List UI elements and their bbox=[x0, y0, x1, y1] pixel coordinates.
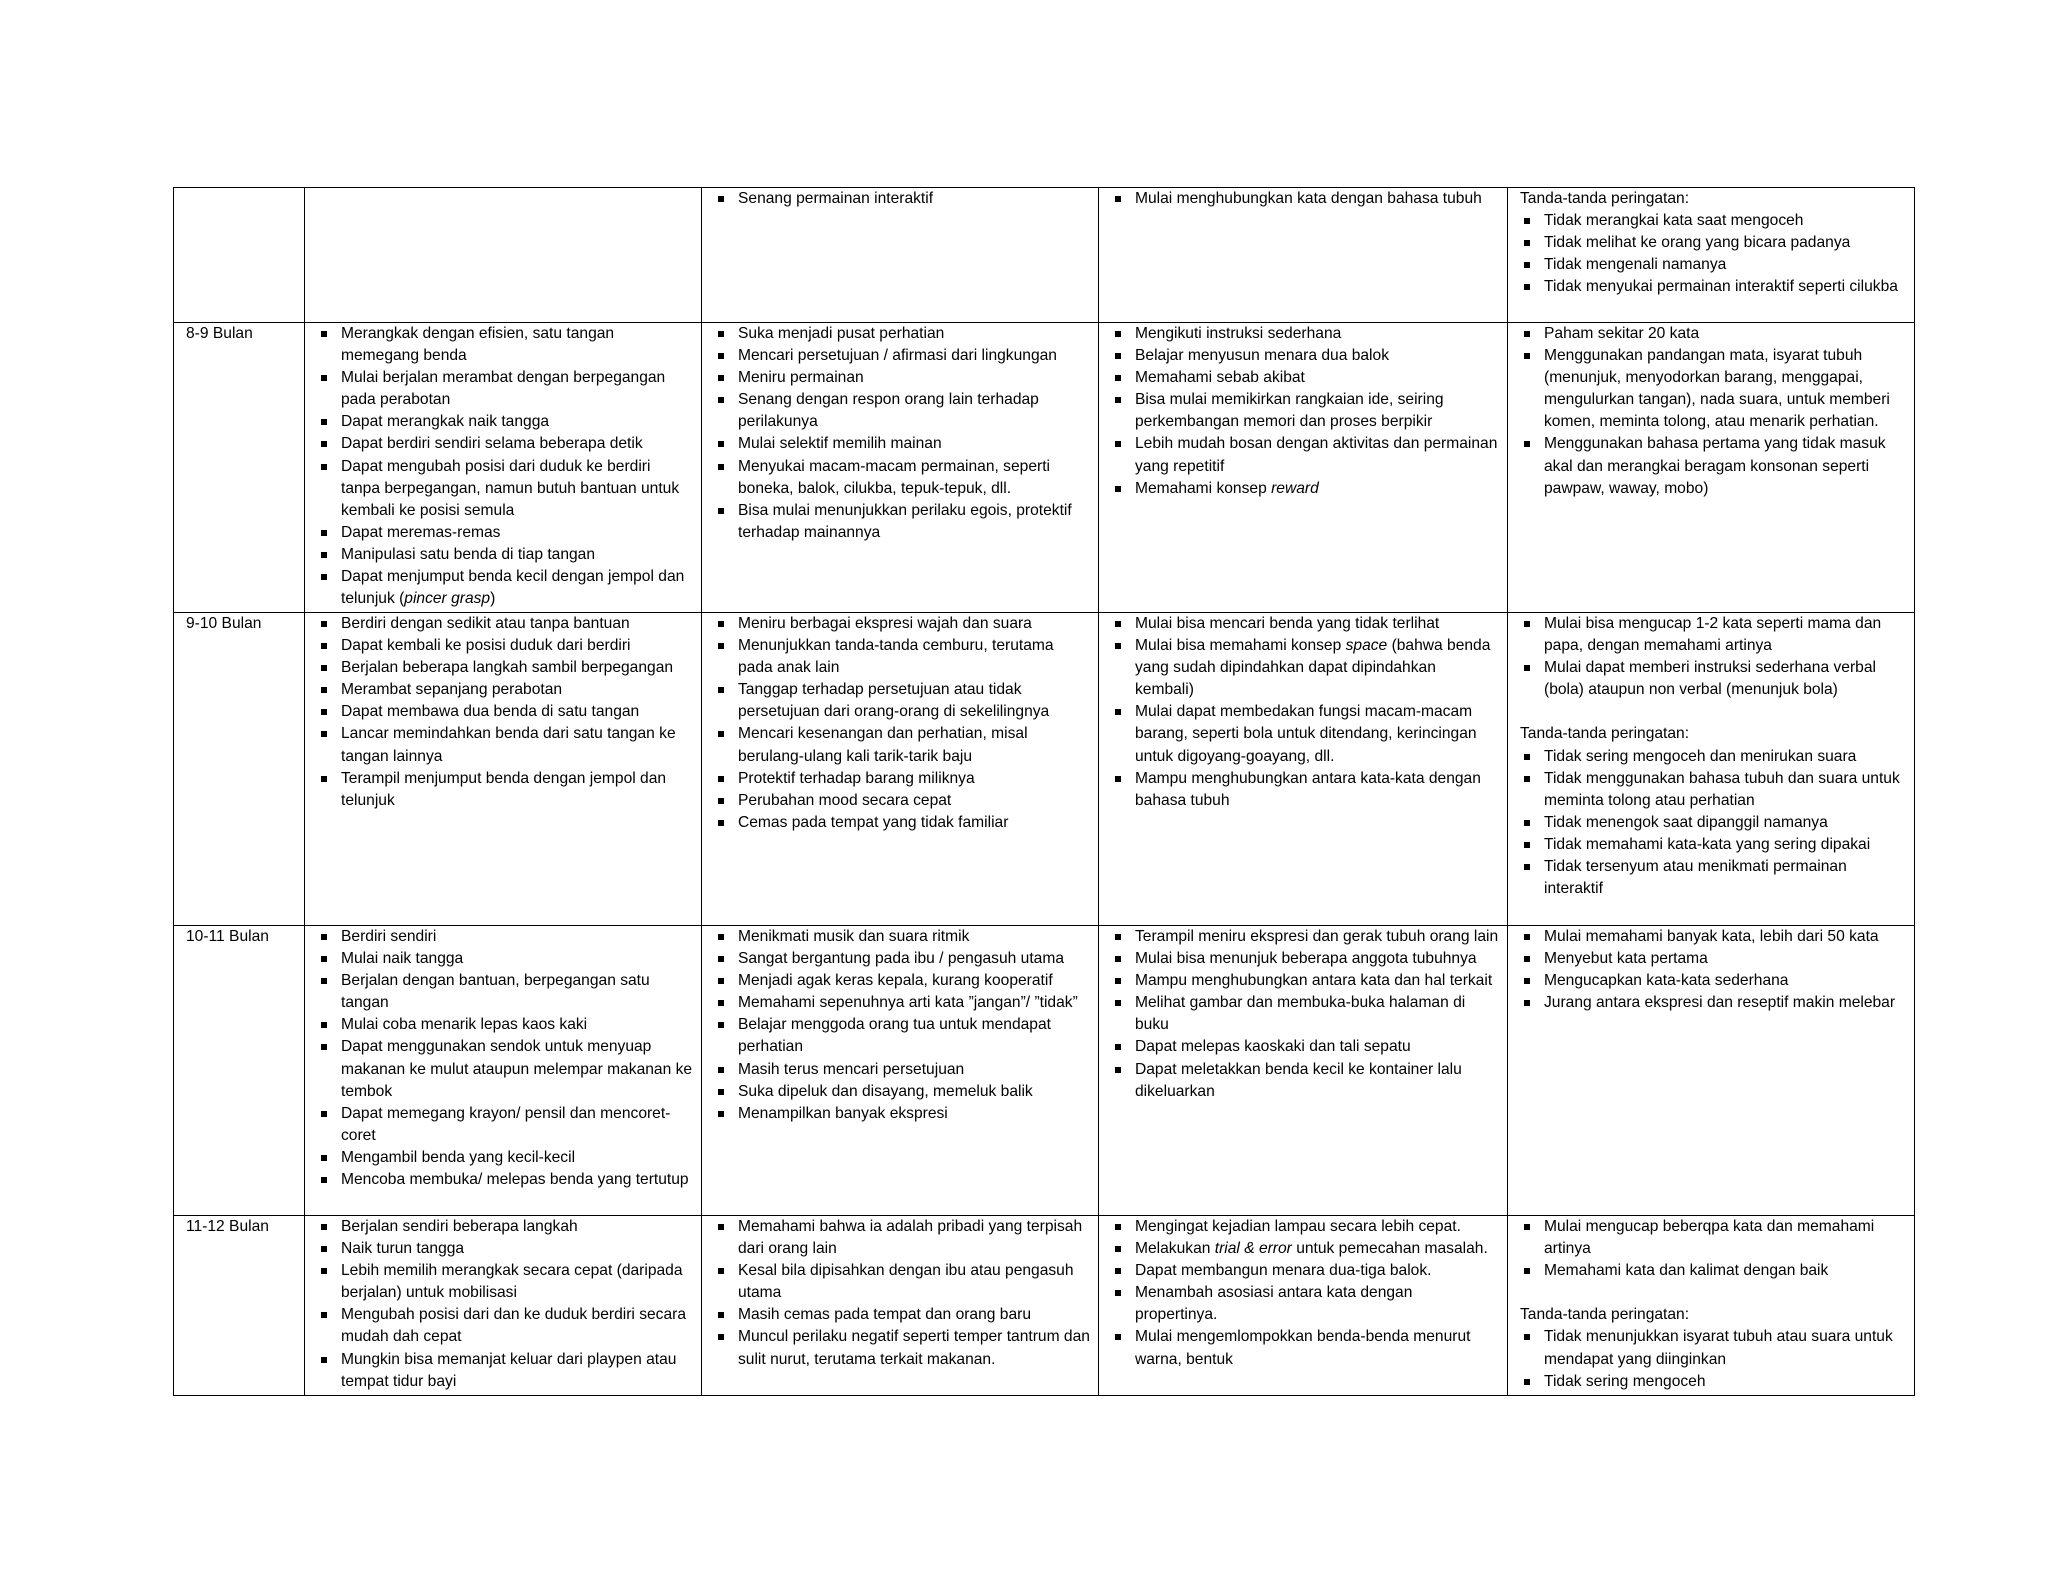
list-item: Lebih mudah bosan dengan aktivitas dan permainan yang repetitif bbox=[1135, 433, 1499, 477]
list-item: Mulai menghubungkan kata dengan bahasa tubuh bbox=[1135, 188, 1499, 210]
list-item: Mungkin bisa memanjat keluar dari playpen atau tempat tidur bayi bbox=[341, 1349, 693, 1393]
bullet-list bbox=[317, 926, 693, 1191]
section-gap bbox=[1520, 701, 1906, 723]
list-item: Tidak merangkai kata saat mengoceh bbox=[1544, 210, 1906, 232]
bullet-list bbox=[317, 323, 693, 610]
list-item: Tidak mengenali namanya bbox=[1544, 254, 1906, 276]
list-item: Naik turun tangga bbox=[341, 1238, 693, 1260]
warning-signs-heading: Tanda-tanda peringatan: bbox=[1520, 1306, 1690, 1324]
age-cell bbox=[174, 323, 305, 613]
list-item: Mulai dapat memberi instruksi sederhana verbal (bola) ataupun non verbal (menunjuk bola) bbox=[1544, 657, 1906, 701]
list-item: Tidak memahami kata-kata yang sering dipakai bbox=[1544, 834, 1906, 856]
language-cell bbox=[1508, 613, 1915, 926]
list-item: Dapat mengubah posisi dari duduk ke berdiri tanpa berpegangan, namun butuh bantuan untuk kembali ke posisi semula bbox=[341, 456, 693, 522]
bullet-list bbox=[1111, 1216, 1499, 1371]
bullet-list bbox=[714, 613, 1090, 834]
list-item bbox=[1135, 478, 1499, 500]
text-segment: Melakukan bbox=[1135, 1240, 1215, 1258]
italic-term: reward bbox=[1271, 479, 1319, 497]
list-item: Menambah asosiasi antara kata dengan propertinya. bbox=[1135, 1282, 1499, 1326]
list-item: Berjalan beberapa langkah sambil berpegangan bbox=[341, 657, 693, 679]
list-item: Bisa mulai memikirkan rangkaian ide, seiring perkembangan memori dan proses berpikir bbox=[1135, 389, 1499, 433]
list-item: Suka dipeluk dan disayang, memeluk balik bbox=[738, 1081, 1090, 1103]
list-item: Mengikuti instruksi sederhana bbox=[1135, 323, 1499, 345]
language-cell bbox=[1508, 188, 1915, 323]
list-item: Dapat membawa dua benda di satu tangan bbox=[341, 701, 693, 723]
list-item: Mampu menghubungkan antara kata dan hal terkait bbox=[1135, 970, 1499, 992]
list-item: Mengambil benda yang kecil-kecil bbox=[341, 1147, 693, 1169]
list-item bbox=[341, 566, 693, 610]
cognitive-cell bbox=[1099, 926, 1508, 1216]
list-item: Mencari kesenangan dan perhatian, misal berulang-ulang kali tarik-tarik baju bbox=[738, 723, 1090, 767]
bullet-list bbox=[317, 613, 693, 812]
list-item: Melihat gambar dan membuka-buka halaman di buku bbox=[1135, 992, 1499, 1036]
age-label: 11-12 Bulan bbox=[186, 1218, 269, 1235]
italic-term: trial & error bbox=[1214, 1240, 1292, 1258]
list-item: Mulai naik tangga bbox=[341, 948, 693, 970]
age-cell bbox=[174, 613, 305, 926]
list-item: Mulai memahami banyak kata, lebih dari 50 kata bbox=[1544, 926, 1906, 948]
language-cell bbox=[1508, 1216, 1915, 1396]
list-item: Mengubah posisi dari dan ke duduk berdiri secara mudah dah cepat bbox=[341, 1304, 693, 1348]
list-item: Tidak sering mengoceh dan menirukan suara bbox=[1544, 746, 1906, 768]
list-item: Dapat merangkak naik tangga bbox=[341, 411, 693, 433]
table-row bbox=[174, 926, 1915, 1216]
list-item: Menampilkan banyak ekspresi bbox=[738, 1103, 1090, 1125]
cognitive-cell bbox=[1099, 323, 1508, 613]
list-item: Mulai dapat membedakan fungsi macam-macam barang, seperti bola untuk ditendang, kerincingan untuk digoyang-goayang, dll. bbox=[1135, 701, 1499, 767]
social-emotional-cell bbox=[702, 323, 1099, 613]
list-item: Menjadi agak keras kepala, kurang kooperatif bbox=[738, 970, 1090, 992]
list-item: Menunjukkan tanda-tanda cemburu, terutama pada anak lain bbox=[738, 635, 1090, 679]
list-item: Protektif terhadap barang miliknya bbox=[738, 768, 1090, 790]
warning-signs-heading: Tanda-tanda peringatan: bbox=[1520, 725, 1690, 743]
list-item: Senang permainan interaktif bbox=[738, 188, 1090, 210]
list-item: Berjalan dengan bantuan, berpegangan satu tangan bbox=[341, 970, 693, 1014]
text-segment: Mulai bisa memahami konsep bbox=[1135, 637, 1346, 655]
list-item bbox=[1135, 635, 1499, 701]
text-segment: (bahwa benda yang sudah dipindahkan dapat dipindahkan kembali) bbox=[1135, 637, 1491, 699]
list-item: Mampu menghubungkan antara kata-kata dengan bahasa tubuh bbox=[1135, 768, 1499, 812]
age-label: 10-11 Bulan bbox=[186, 928, 269, 945]
list-item: Mengucapkan kata-kata sederhana bbox=[1544, 970, 1906, 992]
bullet-list bbox=[1520, 210, 1906, 298]
age-label: 8-9 Bulan bbox=[186, 325, 253, 342]
language-cell bbox=[1508, 323, 1915, 613]
list-item: Senang dengan respon orang lain terhadap perilakunya bbox=[738, 389, 1090, 433]
list-item: Memahami bahwa ia adalah pribadi yang terpisah dari orang lain bbox=[738, 1216, 1090, 1260]
list-item: Dapat membangun menara dua-tiga balok. bbox=[1135, 1260, 1499, 1282]
list-item: Mulai bisa mencari benda yang tidak terlihat bbox=[1135, 613, 1499, 635]
list-item: Tidak menunjukkan isyarat tubuh atau suara untuk mendapat yang diinginkan bbox=[1544, 1326, 1906, 1370]
list-item: Merangkak dengan efisien, satu tangan memegang benda bbox=[341, 323, 693, 367]
list-item: Paham sekitar 20 kata bbox=[1544, 323, 1906, 345]
list-item: Lancar memindahkan benda dari satu tangan ke tangan lainnya bbox=[341, 723, 693, 767]
motor-cell bbox=[305, 1216, 702, 1396]
list-item: Dapat meletakkan benda kecil ke kontainer lalu dikeluarkan bbox=[1135, 1059, 1499, 1103]
bullet-list bbox=[1111, 613, 1499, 812]
bullet-list bbox=[1520, 746, 1906, 901]
list-item: Mulai bisa mengucap 1-2 kata seperti mama dan papa, dengan memahami artinya bbox=[1544, 613, 1906, 657]
bullet-list bbox=[1520, 1326, 1906, 1392]
motor-cell bbox=[305, 188, 702, 323]
social-emotional-cell bbox=[702, 613, 1099, 926]
list-item: Jurang antara ekspresi dan reseptif makin melebar bbox=[1544, 992, 1906, 1014]
list-item: Tidak menengok saat dipanggil namanya bbox=[1544, 812, 1906, 834]
list-item: Belajar menggoda orang tua untuk mendapat perhatian bbox=[738, 1014, 1090, 1058]
italic-term: space bbox=[1345, 637, 1388, 655]
social-emotional-cell bbox=[702, 188, 1099, 323]
development-table bbox=[173, 187, 1915, 1396]
list-item: Berjalan sendiri beberapa langkah bbox=[341, 1216, 693, 1238]
list-item: Tidak melihat ke orang yang bicara padanya bbox=[1544, 232, 1906, 254]
list-item: Belajar menyusun menara dua balok bbox=[1135, 345, 1499, 367]
list-item: Manipulasi satu benda di tiap tangan bbox=[341, 544, 693, 566]
list-item: Muncul perilaku negatif seperti temper tantrum dan sulit nurut, terutama terkait makanan. bbox=[738, 1326, 1090, 1370]
motor-cell bbox=[305, 613, 702, 926]
list-item: Memahami sepenuhnya arti kata ”jangan”/ ”tidak” bbox=[738, 992, 1090, 1014]
list-item bbox=[1135, 1238, 1499, 1260]
list-item: Lebih memilih merangkak secara cepat (daripada berjalan) untuk mobilisasi bbox=[341, 1260, 693, 1304]
list-item: Mencari persetujuan / afirmasi dari lingkungan bbox=[738, 345, 1090, 367]
list-item: Tidak menyukai permainan interaktif seperti cilukba bbox=[1544, 276, 1906, 298]
list-item: Meniru berbagai ekspresi wajah dan suara bbox=[738, 613, 1090, 635]
list-item: Merambat sepanjang perabotan bbox=[341, 679, 693, 701]
list-item: Menyebut kata pertama bbox=[1544, 948, 1906, 970]
bullet-list bbox=[1520, 613, 1906, 701]
list-item: Mengingat kejadian lampau secara lebih cepat. bbox=[1135, 1216, 1499, 1238]
list-item: Berdiri sendiri bbox=[341, 926, 693, 948]
bullet-list bbox=[1111, 323, 1499, 500]
list-item: Dapat memegang krayon/ pensil dan mencoret-coret bbox=[341, 1103, 693, 1147]
list-item: Menyukai macam-macam permainan, seperti boneka, balok, cilukba, tepuk-tepuk, dll. bbox=[738, 456, 1090, 500]
list-item: Tanggap terhadap persetujuan atau tidak persetujuan dari orang-orang di sekelilingnya bbox=[738, 679, 1090, 723]
bullet-list bbox=[714, 323, 1090, 544]
social-emotional-cell bbox=[702, 926, 1099, 1216]
list-item: Kesal bila dipisahkan dengan ibu atau pengasuh utama bbox=[738, 1260, 1090, 1304]
bullet-list bbox=[1111, 926, 1499, 1103]
cognitive-cell bbox=[1099, 1216, 1508, 1396]
list-item: Menggunakan pandangan mata, isyarat tubuh (menunjuk, menyodorkan barang, menggapai, mengulurkan tangan), nada suara, untuk memberi komen, meminta tolong, atau menarik perhatian. bbox=[1544, 345, 1906, 433]
list-item: Mulai bisa menunjuk beberapa anggota tubuhnya bbox=[1135, 948, 1499, 970]
list-item: Masih cemas pada tempat dan orang baru bbox=[738, 1304, 1090, 1326]
list-item: Mulai mengemlompokkan benda-benda menurut warna, bentuk bbox=[1135, 1326, 1499, 1370]
list-item: Berdiri dengan sedikit atau tanpa bantuan bbox=[341, 613, 693, 635]
list-item: Meniru permainan bbox=[738, 367, 1090, 389]
list-item: Suka menjadi pusat perhatian bbox=[738, 323, 1090, 345]
list-item: Dapat berdiri sendiri selama beberapa detik bbox=[341, 433, 693, 455]
list-item: Tidak menggunakan bahasa tubuh dan suara untuk meminta tolong atau perhatian bbox=[1544, 768, 1906, 812]
list-item: Memahami kata dan kalimat dengan baik bbox=[1544, 1260, 1906, 1282]
list-item: Tidak sering mengoceh bbox=[1544, 1371, 1906, 1393]
bullet-list bbox=[1111, 188, 1499, 210]
bullet-list bbox=[1520, 323, 1906, 500]
section-gap bbox=[1520, 1282, 1906, 1304]
list-item: Masih terus mencari persetujuan bbox=[738, 1059, 1090, 1081]
list-item: Mencoba membuka/ melepas benda yang tertutup bbox=[341, 1169, 693, 1191]
motor-cell bbox=[305, 323, 702, 613]
list-item: Mulai mengucap beberqpa kata dan memahami artinya bbox=[1544, 1216, 1906, 1260]
motor-cell bbox=[305, 926, 702, 1216]
list-item: Tidak tersenyum atau menikmati permainan interaktif bbox=[1544, 856, 1906, 900]
age-cell bbox=[174, 188, 305, 323]
list-item: Menikmati musik dan suara ritmik bbox=[738, 926, 1090, 948]
text-segment: ) bbox=[490, 590, 496, 608]
warning-signs-heading: Tanda-tanda peringatan: bbox=[1520, 190, 1690, 207]
text-segment: Dapat menjumput benda kecil dengan jempol dan telunjuk ( bbox=[341, 568, 685, 608]
list-item: Dapat menggunakan sendok untuk menyuap makanan ke mulut ataupun melempar makanan ke tembok bbox=[341, 1036, 693, 1102]
list-item: Dapat kembali ke posisi duduk dari berdiri bbox=[341, 635, 693, 657]
list-item: Sangat bergantung pada ibu / pengasuh utama bbox=[738, 948, 1090, 970]
list-item: Terampil meniru ekspresi dan gerak tubuh orang lain bbox=[1135, 926, 1499, 948]
bullet-list bbox=[714, 926, 1090, 1125]
table-row bbox=[174, 323, 1915, 613]
list-item: Perubahan mood secara cepat bbox=[738, 790, 1090, 812]
list-item: Memahami sebab akibat bbox=[1135, 367, 1499, 389]
text-segment: untuk pemecahan masalah. bbox=[1291, 1240, 1488, 1258]
list-item: Mulai berjalan merambat dengan berpegangan pada perabotan bbox=[341, 367, 693, 411]
list-item: Dapat meremas-remas bbox=[341, 522, 693, 544]
italic-term: pincer grasp bbox=[404, 590, 491, 608]
list-item: Dapat melepas kaoskaki dan tali sepatu bbox=[1135, 1036, 1499, 1058]
table-row bbox=[174, 1216, 1915, 1396]
language-cell bbox=[1508, 926, 1915, 1216]
cognitive-cell bbox=[1099, 613, 1508, 926]
bullet-list bbox=[714, 1216, 1090, 1371]
bullet-list bbox=[714, 188, 1090, 210]
table-row bbox=[174, 188, 1915, 323]
list-item: Mulai selektif memilih mainan bbox=[738, 433, 1090, 455]
list-item: Mulai coba menarik lepas kaos kaki bbox=[341, 1014, 693, 1036]
bullet-list bbox=[1520, 1216, 1906, 1282]
list-item: Cemas pada tempat yang tidak familiar bbox=[738, 812, 1090, 834]
bullet-list bbox=[1520, 926, 1906, 1014]
age-cell bbox=[174, 1216, 305, 1396]
list-item: Terampil menjumput benda dengan jempol dan telunjuk bbox=[341, 768, 693, 812]
table-row bbox=[174, 613, 1915, 926]
bullet-list bbox=[317, 1216, 693, 1393]
age-label: 9-10 Bulan bbox=[186, 615, 262, 632]
social-emotional-cell bbox=[702, 1216, 1099, 1396]
list-item: Bisa mulai menunjukkan perilaku egois, protektif terhadap mainannya bbox=[738, 500, 1090, 544]
age-cell bbox=[174, 926, 305, 1216]
cognitive-cell bbox=[1099, 188, 1508, 323]
text-segment: Memahami konsep bbox=[1135, 479, 1272, 497]
list-item: Menggunakan bahasa pertama yang tidak masuk akal dan merangkai beragam konsonan seperti pawpaw, waway, mobo) bbox=[1544, 433, 1906, 499]
